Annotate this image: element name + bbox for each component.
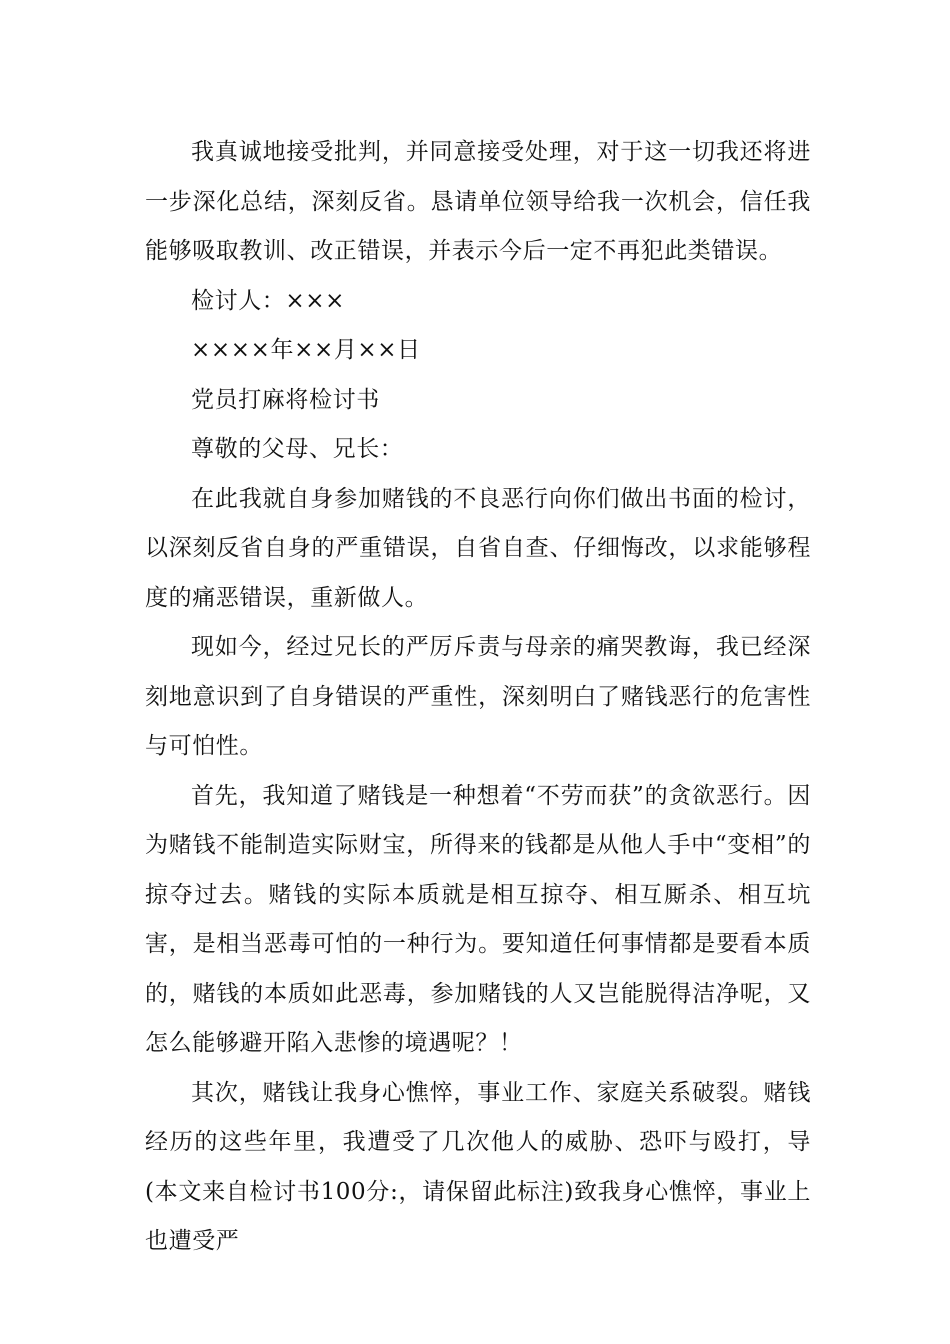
document-body xyxy=(145,128,811,1267)
signature-line: 检讨人：××× xyxy=(191,287,346,314)
paragraph-acceptance: 我真诚地接受批判，并同意接受处理，对于这一切我还将进一步深化总结，深刻反省。恳请单位领导给我一次机会，信任我能够吸取教训、改正错误，并表示今后一定不再犯此类错误。 xyxy=(145,139,811,264)
salutation: 尊敬的父母、兄长： xyxy=(191,436,404,462)
paragraph-second-point: 其次，赌钱让我身心憔悴，事业工作、家庭关系破裂。赌钱经历的这些年里，我遭受了几次他人的威胁、恐吓与殴打，导(本文来自检讨书100分:，请保留此标注)致我身心憔悴，事业上也遭受严 xyxy=(145,1079,811,1254)
date-line: ××××年××月××日 xyxy=(191,337,421,363)
paragraph-first-point: 首先，我知道了赌钱是一种想着“不劳而获”的贪欲恶行。因为赌钱不能制造实际财宝，所得来的钱都是从他人手中“变相”的掠夺过去。赌钱的实际本质就是相互掠夺、相互厮杀、相互坑害，是相当恶毒可怕的一种行为。要知道任何事情都是要看本质的，赌钱的本质如此恶毒，参加赌钱的人又岂能脱得洁净呢，又怎么能够避开陷入悲惨的境遇呢？！ xyxy=(145,782,811,1056)
paragraph-realization: 现如今，经过兄长的严厉斥责与母亲的痛哭教诲，我已经深刻地意识到了自身错误的严重性，深刻明白了赌钱恶行的危害性与可怕性。 xyxy=(145,634,811,759)
document-title: 党员打麻将检讨书 xyxy=(191,386,380,413)
paragraph-intro: 在此我就自身参加赌钱的不良恶行向你们做出书面的检讨，以深刻反省自身的严重错误，自省自查、仔细悔改，以求能够程度的痛恶错误，重新做人。 xyxy=(145,485,811,611)
